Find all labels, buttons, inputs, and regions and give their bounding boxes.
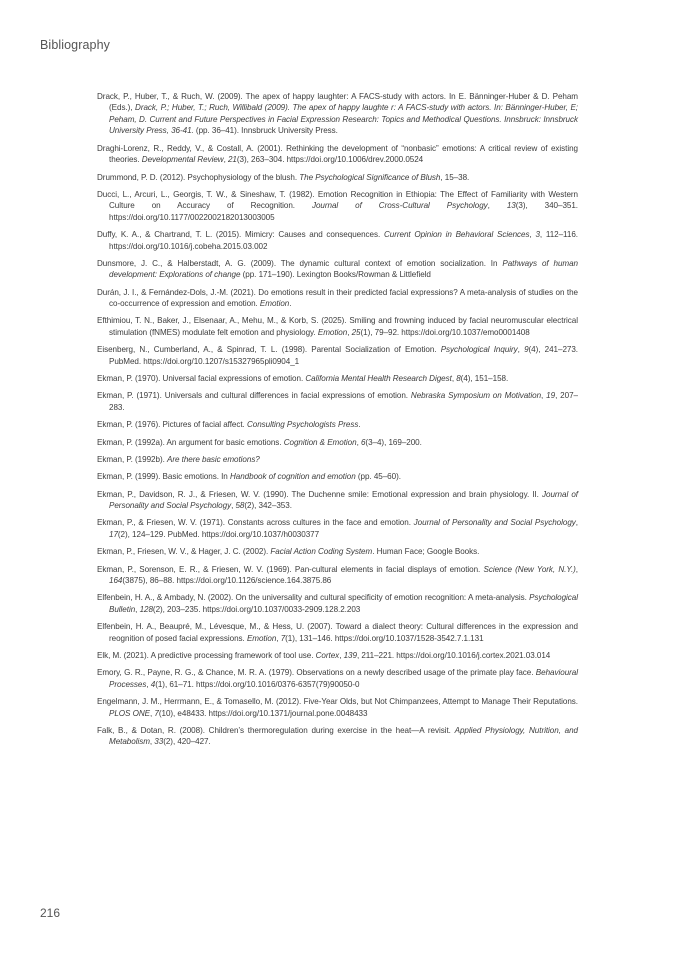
reference-text: Ekman, P. (1992b). (97, 454, 167, 464)
reference-text: Draghi-Lorenz, R., Reddy, V., & Costall, A. (2001). Rethinking the development of “nonbasic” emotions: A critical review of existing theories. (97, 143, 578, 165)
reference-italic-text: 25 (351, 327, 361, 337)
reference-entry (97, 287, 578, 310)
reference-italic-text: Cognition & Emotion (283, 437, 357, 447)
reference-text: (pp. 45–60). (355, 472, 401, 482)
reference-italic-text: Cortex (315, 650, 340, 660)
reference-italic-text: 139 (343, 650, 357, 660)
reference-text: (3875), 86–88. https://doi.org/10.1126/science.164.3875.86 (122, 575, 332, 585)
reference-text: Elfenbein, H. A., & Ambady, N. (2002). On the universality and cultural specificity of emotion recognition: A meta-analysis. (97, 593, 530, 603)
reference-italic-text: 33 (154, 737, 164, 747)
reference-text: Falk, B., & Dotan, R. (2008). Children’s thermoregulation during exercise in the heat—A revisit. (97, 725, 455, 735)
reference-text: Elfenbein, H. A., Beaupré, M., Lévesque, M., & Hess, U. (2007). Toward a dialect theory: Cultural differences in the expression and reognition of posed facial expressions. (97, 622, 578, 643)
reference-text: Dunsmore, J. C., & Halberstadt, A. G. (2009). The dynamic cultural context of emotion socialization. In (97, 258, 503, 268)
reference-text: , (231, 501, 236, 511)
reference-entry (97, 621, 578, 644)
reference-text: (4), 241–273. PubMed. https://doi.org/10.1207/s15327965pli0904_1 (109, 345, 578, 366)
reference-italic-text: Drack, P.; Huber, T.; Ruch, Willibald (2009). The apex of happy laughte r: A FACS-study with actors. In: Bänninger-Huber, E; Peham, D. Current and Future Perspectives in Facial Expression Research: Topics and Methodical Questions. Innsbruck: Innsbruck University Press, 36-41. (109, 103, 578, 136)
reference-italic-text: Science (New York, N.Y.) (483, 564, 576, 574)
reference-entry (97, 517, 578, 540)
reference-entry (97, 373, 578, 384)
reference-italic-text: 128 (139, 604, 153, 614)
reference-entry (97, 564, 578, 587)
reference-text: , (487, 201, 507, 211)
reference-text: Eisenberg, N., Cumberland, A., & Spinrad, T. L. (1998). Parental Socialization of Emotion. (97, 345, 441, 355)
reference-text: (2), 124–129. PubMed. https://doi.org/10.1037/h0030377 (117, 529, 320, 539)
reference-entry (97, 258, 578, 281)
reference-text: Durán, J. I., & Fernández-Dols, J.-M. (2021). Do emotions result in their predicted facial expressions? A meta-analysis of studies on the co-occurrence of expression and emotion. (97, 287, 578, 309)
reference-text: , (541, 391, 547, 401)
reference-text: . (358, 420, 361, 430)
reference-entry (97, 172, 578, 183)
reference-text: , (575, 518, 578, 528)
reference-italic-text: Emotion (246, 633, 277, 643)
reference-italic-text: Nebraska Symposium on Motivation (410, 391, 542, 401)
reference-italic-text: Are there basic emotions? (166, 454, 260, 464)
reference-text: , (149, 708, 155, 718)
reference-italic-text: 4 (150, 679, 156, 689)
reference-text: , (356, 437, 361, 447)
reference-text: Duffy, K. A., & Chartrand, T. L. (2015). Mimicry: Causes and consequences. (97, 230, 384, 240)
reference-text: . Human Face; Google Books. (372, 547, 480, 557)
reference-text: (1), 131–146. https://doi.org/10.1037/1528-3542.7.1.131 (285, 633, 484, 643)
reference-text: , (451, 374, 457, 384)
reference-text: Ekman, P., & Friesen, W. V. (1971). Constants across cultures in the face and emotion. (97, 518, 414, 528)
reference-italic-text: 58 (235, 501, 245, 511)
reference-text: . (289, 299, 292, 309)
reference-italic-text: 9 (524, 345, 529, 355)
reference-text: Ekman, P. (1976). Pictures of facial affect. (97, 420, 247, 430)
reference-text: (pp. 171–190). Lexington Books/Rowman & Littlefield (240, 270, 431, 280)
reference-italic-text: Journal of Cross-Cultural Psychology (311, 201, 488, 211)
reference-text: (3), 263–304. https://doi.org/10.1006/drev.2000.0524 (236, 155, 424, 165)
reference-italic-text: PLOS ONE (109, 708, 150, 718)
reference-text: Ekman, P. (1970). Universal facial expressions of emotion. (97, 374, 306, 384)
reference-text: , (339, 650, 344, 660)
reference-italic-text: 8 (456, 374, 461, 384)
reference-italic-text: Applied Physiology, Nutrition, and Metabolism (109, 725, 578, 747)
reference-entry (97, 696, 578, 719)
reference-entry (97, 437, 578, 448)
reference-italic-text: 3 (535, 230, 540, 240)
reference-italic-text: 17 (109, 529, 118, 539)
reference-text: , 15–38. (440, 172, 470, 182)
reference-text: , (347, 327, 352, 337)
reference-italic-text: Journal of Personality and Social Psychology (109, 489, 578, 511)
page-number: 216 (40, 906, 61, 920)
reference-entry (97, 667, 578, 690)
reference-text: , 207–283. (109, 391, 578, 412)
reference-entry (97, 489, 578, 512)
reference-text: , (223, 155, 228, 165)
reference-text: , 211–221. https://doi.org/10.1016/j.cortex.2021.03.014 (356, 650, 551, 660)
reference-text: , (135, 604, 140, 614)
reference-italic-text: Journal of Personality and Social Psychology (413, 518, 576, 528)
reference-italic-text: Emotion (259, 299, 290, 309)
reference-entry (97, 419, 578, 430)
reference-italic-text: Psychological Inquiry (440, 345, 518, 355)
reference-italic-text: 7 (154, 708, 159, 718)
reference-text: (1), 61–71. https://doi.org/10.1016/0376-6357(79)90050-0 (155, 679, 360, 689)
reference-text: (2), 342–353. (244, 501, 292, 511)
reference-text: Engelmann, J. M., Herrmann, E., & Tomasello, M. (2012). Five-Year Olds, but Not Chimpanzees, Attempt to Manage Their Reputations. (97, 697, 578, 707)
reference-italic-text: Current Opinion in Behavioral Sciences (383, 230, 530, 240)
reference-italic-text: Psychological Bulletin (109, 593, 578, 614)
reference-text: (10), e48433. https://doi.org/10.1371/journal.pone.0048433 (158, 708, 368, 718)
reference-italic-text: Consulting Psychologists Press (246, 420, 359, 430)
reference-italic-text: Facial Action Coding System (270, 547, 373, 557)
reference-entry (97, 454, 578, 465)
reference-text: Efthimiou, T. N., Baker, J., Elsenaar, A., Mehu, M., & Korb, S. (2025). Smiling and frowning induced by facial neuromuscular electrical stimulation (fNMES) modulate felt emotion and physiology. (97, 316, 578, 337)
reference-entry (97, 91, 578, 137)
reference-text: (1), 79–92. https://doi.org/10.1037/emo0001408 (360, 327, 530, 337)
reference-text: , (575, 564, 578, 574)
reference-text: , (529, 230, 536, 240)
reference-text: (2), 203–235. https://doi.org/10.1037/0033-2909.128.2.203 (152, 604, 361, 614)
reference-italic-text: Emotion (317, 327, 348, 337)
reference-text: Ekman, P., Davidson, R. J., & Friesen, W. V. (1990). The Duchenne smile: Emotional expression and brain physiology. II. (97, 489, 543, 499)
reference-text: (4), 151–158. (460, 374, 509, 384)
reference-italic-text: The Psychological Significance of Blush (299, 172, 441, 182)
reference-italic-text: 21 (227, 155, 237, 165)
reference-italic-text: Handbook of cognition and emotion (229, 472, 356, 482)
reference-italic-text: 164 (109, 575, 123, 585)
reference-text: Ekman, P., Sorenson, E. R., & Friesen, W. V. (1969). Pan-cultural elements in facial displays of emotion. (97, 564, 484, 574)
reference-entry (97, 229, 578, 252)
reference-italic-text: 7 (280, 633, 286, 643)
reference-italic-text: Pathways of human development: Explorations of change (109, 258, 578, 280)
reference-text: Ekman, P. (1992a). An argument for basic emotions. (97, 437, 284, 447)
reference-italic-text: 19 (546, 391, 556, 401)
reference-text: Drummond, P. D. (2012). Psychophysiology of the blush. (97, 172, 300, 182)
reference-entry (97, 315, 578, 338)
reference-text: Ducci, L., Arcuri, L., Georgis, T. W., & Sineshaw, T. (1982). Emotion Recognition in Ethiopia: The Effect of Familiarity with Western Culture on Accuracy of Recognition. (97, 189, 578, 211)
reference-entry (97, 189, 578, 223)
reference-entry (97, 725, 578, 748)
reference-text: , (146, 679, 151, 689)
reference-text: , 112–116. https://doi.org/10.1016/j.cobeha.2015.03.002 (109, 230, 579, 251)
reference-text: , (517, 345, 525, 355)
reference-text: Ekman, P., Friesen, W. V., & Hager, J. C. (2002). (97, 547, 271, 557)
reference-italic-text: California Mental Health Research Digest (305, 374, 452, 384)
reference-text: Drack, P., Huber, T., & Ruch, W. (2009). The apex of happy laughter: A FACS-study with actors. In E. Bänninger-Huber & D. Peham (Eds.), (97, 92, 578, 113)
reference-entry (97, 592, 578, 615)
reference-entry (97, 650, 578, 661)
reference-text: Elk, M. (2021). A predictive processing framework of tool use. (97, 650, 316, 660)
reference-entry (97, 546, 578, 557)
reference-entry (97, 390, 578, 413)
reference-text: (3), 340–351. https://doi.org/10.1177/0022002182013003005 (109, 201, 579, 222)
reference-italic-text: Behavioural Processes (109, 668, 578, 689)
reference-text: , (276, 633, 281, 643)
reference-list (97, 91, 578, 754)
reference-text: Ekman, P. (1971). Universals and cultural differences in facial expressions of emotion. (97, 391, 411, 401)
reference-entry (97, 344, 578, 367)
running-header-title: Bibliography (40, 38, 110, 52)
reference-text: Ekman, P. (1999). Basic emotions. In (97, 472, 230, 482)
reference-text: Emory, G. R., Payne, R. G., & Chance, M. R. A. (1979). Observations on a newly described usage of the primate play face. (97, 668, 536, 678)
reference-text: (pp. 36–41). Innsbruck University Press. (193, 126, 338, 136)
reference-italic-text: 13 (506, 201, 516, 211)
reference-italic-text: 6 (360, 437, 366, 447)
reference-entry (97, 471, 578, 482)
reference-italic-text: Developmental Review (141, 155, 224, 165)
reference-text: (2), 420–427. (163, 737, 211, 747)
reference-text: (3–4), 169–200. (365, 437, 422, 447)
reference-text: , (149, 737, 155, 747)
reference-entry (97, 143, 578, 166)
